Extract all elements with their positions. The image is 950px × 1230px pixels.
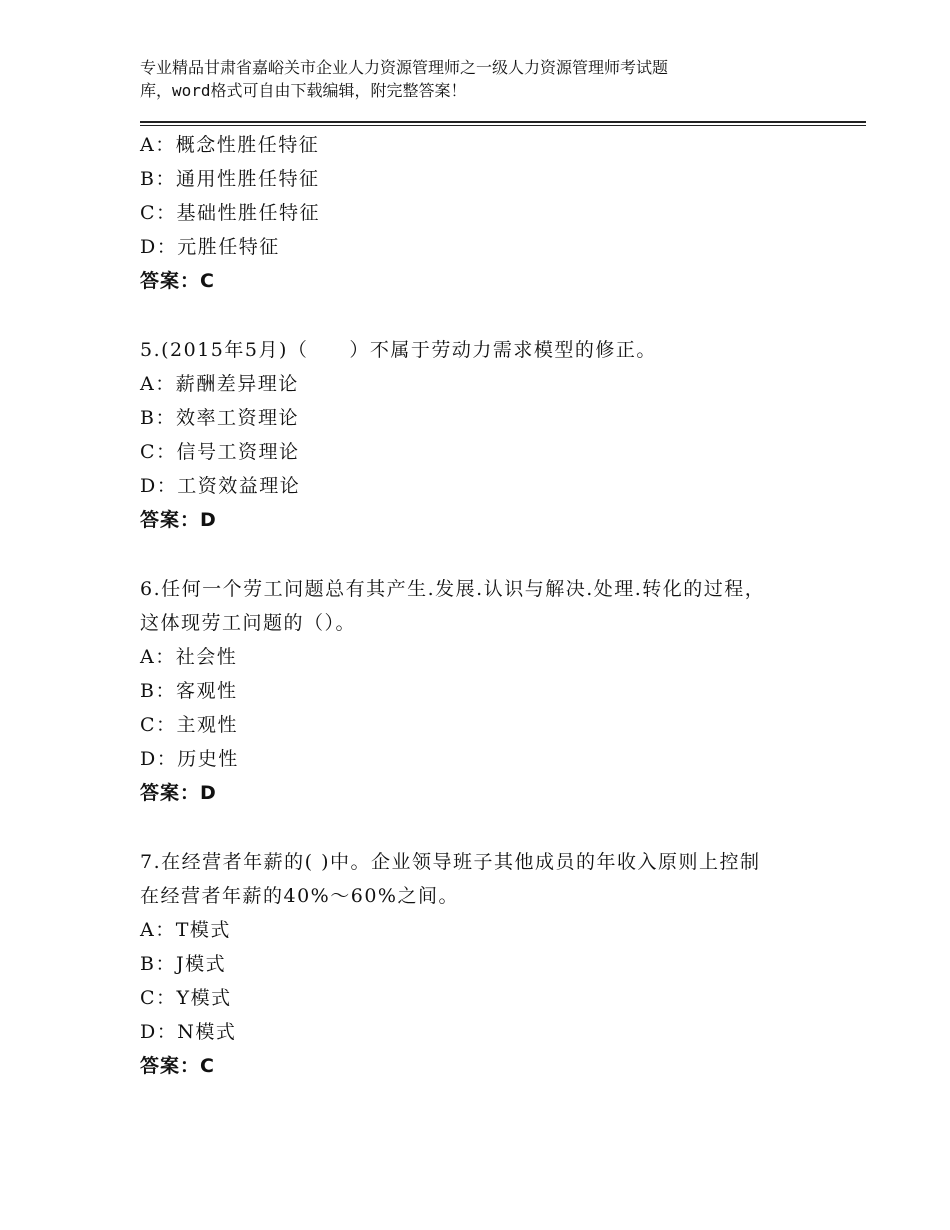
question-stem: 5.(2015年5月)（ ）不属于劳动力需求模型的修正。: [140, 339, 657, 361]
option-a: A：T模式: [140, 919, 231, 941]
question-4: [140, 128, 840, 298]
header-rule-thick: [140, 121, 866, 123]
header-line-2: 库，word格式可自由下载编辑，附完整答案！: [140, 81, 467, 100]
question-stem-line-1: 7.在经营者年薪的( )中。企业领导班子其他成员的年收入原则上控制: [140, 851, 761, 873]
answer-label: 答案：C: [140, 1055, 215, 1077]
option-a: A：薪酬差异理论: [140, 373, 299, 395]
option-c: C：信号工资理论: [140, 441, 300, 463]
answer-label: 答案：D: [140, 782, 217, 804]
header-line-1: 专业精品甘肃省嘉峪关市企业人力资源管理师之一级人力资源管理师考试题: [140, 58, 669, 77]
question-list: [140, 128, 840, 1083]
question-6: [140, 572, 840, 810]
question-stem-line-2: 这体现劳工问题的（）。: [140, 612, 357, 634]
question-spacer: [140, 810, 840, 845]
question-7: [140, 845, 840, 1083]
header-rule-thin: [140, 125, 866, 126]
question-spacer: [140, 298, 840, 333]
option-b: B：J模式: [140, 953, 227, 975]
question-stem-line-1: 6.任何一个劳工问题总有其产生.发展.认识与解决.处理.转化的过程，: [140, 578, 766, 600]
option-c: C：基础性胜任特征: [140, 202, 321, 224]
answer-label: 答案：C: [140, 270, 215, 292]
option-c: C：Y模式: [140, 987, 232, 1009]
option-d: D：元胜任特征: [140, 236, 280, 258]
option-a: A：概念性胜任特征: [140, 134, 320, 156]
option-d: D：历史性: [140, 748, 239, 770]
option-d: D：工资效益理论: [140, 475, 301, 497]
option-c: C：主观性: [140, 714, 239, 736]
question-stem-line-2: 在经营者年薪的40%～60%之间。: [140, 885, 459, 907]
option-b: B：客观性: [140, 680, 238, 702]
option-d: D：N模式: [140, 1021, 237, 1043]
option-b: B：通用性胜任特征: [140, 168, 320, 190]
question-5: [140, 333, 840, 537]
answer-label: 答案：D: [140, 509, 217, 531]
question-spacer: [140, 537, 840, 572]
option-a: A：社会性: [140, 646, 238, 668]
option-b: B：效率工资理论: [140, 407, 299, 429]
page-header: [140, 56, 840, 102]
